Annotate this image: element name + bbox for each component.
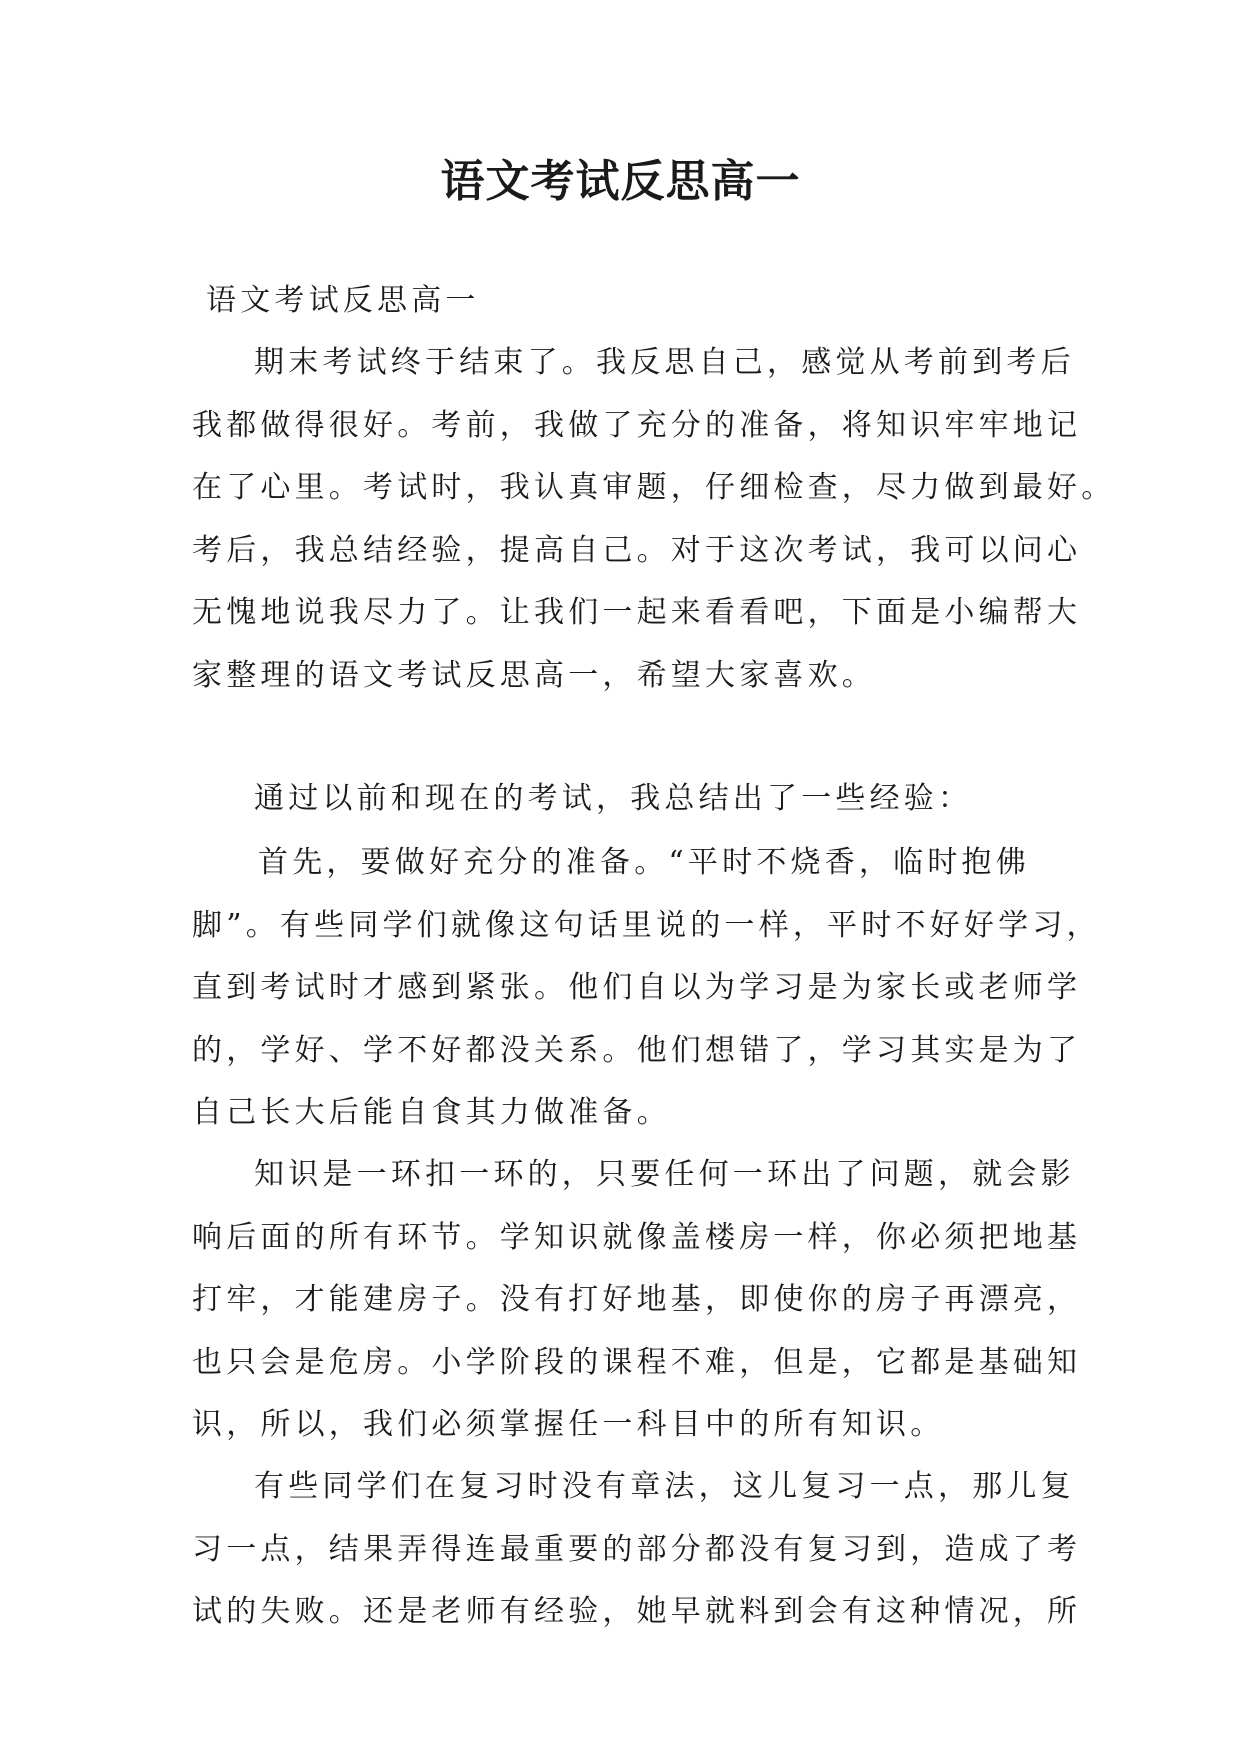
paragraph-line: 也只会是危房。小学阶段的课程不难，但是，它都是基础知 [192, 1344, 1082, 1380]
document-title: 语文考试反思高一 [440, 156, 801, 207]
paragraph-line: 有些同学们在复习时没有章法，这儿复习一点，那儿复 [254, 1469, 1075, 1504]
paragraph-line: 自己长大后能自食其力做准备。 [192, 1095, 671, 1130]
section-lead: 通过以前和现在的考试，我总结出了一些经验： [254, 781, 973, 816]
paragraph-line: 首先，要做好充分的准备。“平时不烧香，临时抱佛 [258, 845, 1030, 880]
document-subtitle: 语文考试反思高一 [206, 283, 480, 318]
paragraph-line: 试的失败。还是老师有经验，她早就料到会有这种情况，所 [192, 1594, 1082, 1629]
paragraph-line: 识，所以，我们必须掌握任一科目中的所有知识。 [192, 1407, 945, 1442]
document-subtitle-block [192, 270, 1052, 333]
paragraph-line: 打牢，才能建房子。没有打好地基，即使你的房子再漂亮， [192, 1282, 1082, 1317]
intro-line: 考后，我总结经验，提高自己。对于这次考试，我可以问心 [192, 532, 1082, 568]
intro-paragraph [192, 332, 1116, 707]
paragraph-line: 知识是一环扣一环的，只要任何一环出了问题，就会影 [254, 1157, 1075, 1192]
paragraph-review [192, 1456, 1082, 1644]
intro-line: 家整理的语文考试反思高一，希望大家喜欢。 [192, 657, 876, 693]
paragraph-knowledge [192, 1144, 1082, 1457]
paragraph-line: 响后面的所有环节。学知识就像盖楼房一样，你必须把地基 [192, 1219, 1082, 1255]
section-lead-block [192, 768, 1052, 831]
paragraph-line: 的，学好、学不好都没关系。他们想错了，学习其实是为了 [192, 1032, 1082, 1068]
paragraph-preparation [192, 832, 1101, 1145]
paragraph-line: 习一点，结果弄得连最重要的部分都没有复习到，造成了考 [192, 1531, 1082, 1567]
intro-line: 我都做得很好。考前，我做了充分的准备，将知识牢牢地记 [192, 407, 1082, 443]
intro-line: 在了心里。考试时，我认真审题，仔细检查，尽力做到最好。 [192, 470, 1116, 505]
paragraph-line: 直到考试时才感到紧张。他们自以为学习是为家长或老师学 [192, 970, 1082, 1005]
intro-line: 期末考试终于结束了。我反思自己，感觉从考前到考后 [254, 345, 1075, 380]
paragraph-line: 脚”。有些同学们就像这句话里说的一样，平时不好好学习， [192, 907, 1101, 943]
intro-line: 无愧地说我尽力了。让我们一起来看看吧，下面是小编帮大 [192, 595, 1082, 630]
